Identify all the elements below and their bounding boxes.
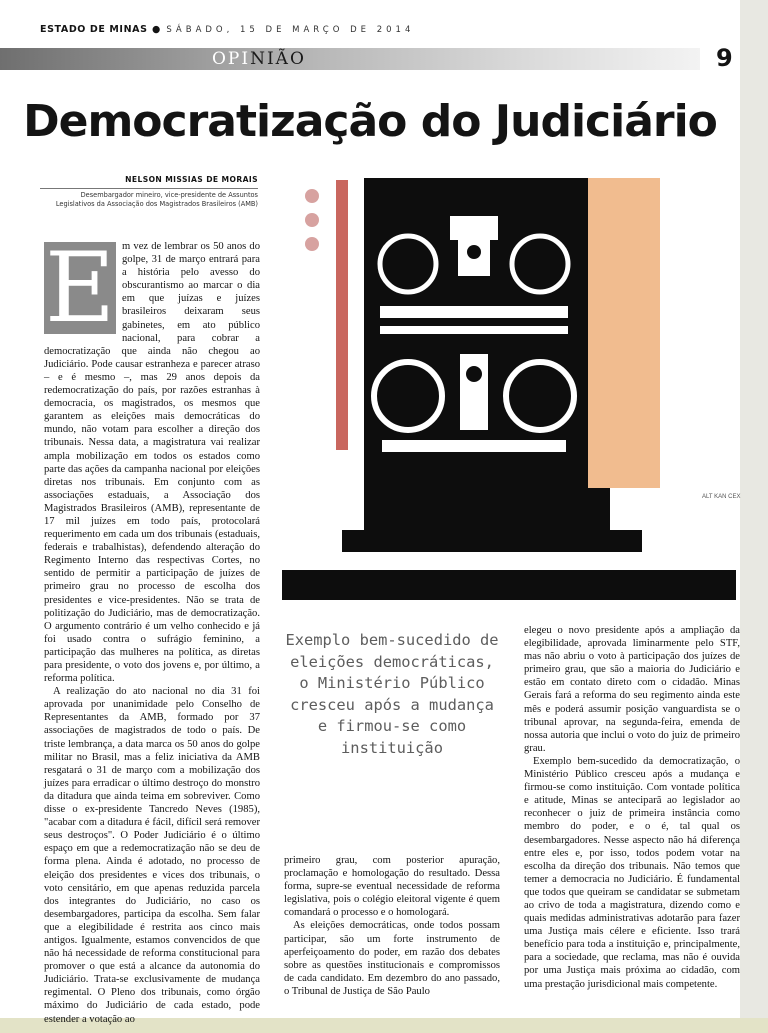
red-bar [336, 180, 348, 450]
paragraph: A realização do ato nacional no dia 31 foi aprovada por unanimidade pelo Conselho de Representantes da AMB, formado por 37 associações de magistrados de todo o país. De triste lembrança, a data marca os 50 anos do golpe militar no Brasil, mas a feliz iniciativa da AMB resgatará o 31 de março com a mobilização dos juízes para erradicar o último destroço do monstro da ditadura que ainda teima em sobreviver. Como disse o ex-presidente Tancredo Neves (1985), "acabar com a ditadura é fácil, difícil será remover seus destroços". O Poder Judiciário é o último espaço em que a redemocratização não se deu de forma plena. Ainda é adotado, no processo de eleição dos presidentes e vices dos tribunais, o voto censitário, em que apenas reduzida parcela dos integrantes do Judiciário, no caso os desembargadores, participa da escolha. Sem falar que a elegibilidade é restrita aos cinco mais antigos. Igualmente, estamos convencidos de que não há necessidade de reforma constitucional para promover o que está a alcance da autonomia do Judiciário. Trata-se exclusivamente de mudança regimental. O Pleno dos tribunais, como órgão máximo do Judiciário de cada estado, pode estender a votação ao [44, 686, 260, 1025]
article-column-2 [284, 854, 500, 998]
upper-cross-bar [450, 216, 498, 240]
edition-date: SÁBADO, 15 DE MARÇO DE 2014 [166, 25, 415, 35]
page-number: 9 [716, 44, 733, 72]
author-name: NELSON MISSIAS DE MORAIS [125, 175, 258, 184]
paragraph: primeiro grau, com posterior apuração, proclamação e homologação do resultado. Dessa forma, supre-se eventual necessidade de reforma legislativa, pois o colégio eleitoral vigente é quem comandará o processo e o homologará. [284, 855, 500, 919]
bullet: ● [152, 24, 162, 35]
upper-pillar-dot [467, 245, 481, 259]
pedestal-base [282, 570, 736, 600]
pull-quote: Exemplo bem-sucedido de eleições democráticas, o Ministério Público cresceu após a mudança e firmou-se como instituição [285, 631, 499, 757]
orange-bar [588, 178, 660, 488]
section-label-part2: NIÃO [250, 49, 306, 69]
lower-pillar-dot [466, 366, 482, 382]
masthead [40, 24, 414, 35]
upper-beam-base [380, 326, 568, 334]
pink-dot [305, 237, 319, 251]
author-divider [40, 188, 258, 189]
illustration-graphic [282, 178, 741, 604]
page-edge-shadow [740, 0, 768, 1033]
pink-dot [305, 189, 319, 203]
paragraph: elegeu o novo presidente após a ampliação da elegibilidade, aprovada liminarmente pelo STF, mas não abriu o voto à participação dos juízes de primeiro grau, que são a maioria do Judiciário e estão em contato direto com o cidadão. Minas Gerais fará a reforma do seu regimento ainda este mês e poderá assumir posição vanguardista se o tribunal aprovar, na segunda-feira, emenda de nossa autoria que inclui o voto do juiz de primeiro grau. [524, 625, 740, 754]
upper-beam [380, 306, 568, 318]
drop-cap-letter: E [44, 232, 116, 344]
lower-pillar [460, 354, 488, 430]
paragraph: As eleições democráticas, onde todos possam participar, são um forte instrumento de aperfeiçoamento do poder, em razão dos debates sobre as questões institucionais e compromissos de cada candidato. Em dezembro do ano passado, o Tribunal de Justiça de São Paulo [284, 920, 500, 997]
lower-beam [382, 440, 566, 452]
scales-of-justice-illustration [282, 178, 741, 604]
author-role: Desembargador mineiro, vice-presidente de Assuntos Legislativos da Associação dos Magistrados Brasileiros (AMB) [55, 191, 258, 208]
paragraph: m vez de lembrar os 50 anos do golpe, 31 de março entrará para a história pelo avesso do obscurantismo ao marcar o dia em que juízas e juízes brasileiros deixaram seus gabinetes, em ato público nacional, para cobrar a democratização que ainda não chegou ao Judiciário. Pode causar estranheza e parecer atraso – e é mesmo –, mas 29 anos depois da redemocratização do país, por razões estranhas à democracia, os magistrados, os mesmos que garantem as eleições mais democráticas do mundo, não votam para escolher a direção dos tribunais. Nessa data, a magistratura vai realizar ampla mobilização em todos os estados como parte das ações da campanha nacional por eleições diretas nos tribunais. Em conjunto com as associações estaduais, a Associação dos Magistrados Brasileiros (AMB), representante de 17 mil juízes em todo país, protocolará requerimento em cada um dos tribunais (estaduais, federais e trabalhistas), defendendo alteração do Regimento Interno das respectivas Cortes, no sentido de permitir a participação de juízes de primeiro grau no processo de escolha dos presidentes e vice-presidentes. Não se trata de politização do Judiciário, mas de democratização. O argumento contrário é um velho conhecido e já foi usado contra o sufrágio feminino, a participação das mulheres na política, as diretas para presidente, o voto dos jovens e, por último, a reforma política. [44, 241, 260, 685]
article-headline: Democratização do Judiciário [23, 96, 717, 147]
pedestal-top [342, 530, 642, 552]
article-column-3 [524, 624, 740, 991]
section-bar [0, 48, 700, 70]
section-label-part1: OPI [212, 49, 251, 69]
artist-signature: ALT KAN CEX [702, 494, 741, 500]
section-label [212, 49, 306, 69]
drop-cap-spacer [44, 232, 122, 344]
paragraph: Exemplo bem-sucedido da democratização, o Ministério Público cresceu após a mudança e firmou-se como instituição. Com vontade política e atitude, Minas se anteciparã ao legislador ao reconhecer o juiz de primeira instância como membro do poder, e o é, tal qual os desembargadores. Nesse aspecto não há diferença entre eles e, por isso, todos podem votar na escolha da direção dos tribunais. Não temos que temer a democracia no Judiciário. É fundamental que todos que queiram se candidatar se submetam ao crivo de toda a magistratura, dizendo como e quais medidas administrativas adotarão para fazer uma Justiça mais célere e eficiente. Isso trará benefício para toda a instituição e, principalmente, para a sociedade, que reclama, mas não é ouvida por uma Justiça mais próxima ao cidadão, com uma prestação jurisdicional mais competente. [524, 755, 740, 990]
pink-dot [305, 213, 319, 227]
newspaper-name: ESTADO DE MINAS [40, 24, 148, 35]
article-column-1 [44, 232, 260, 1026]
